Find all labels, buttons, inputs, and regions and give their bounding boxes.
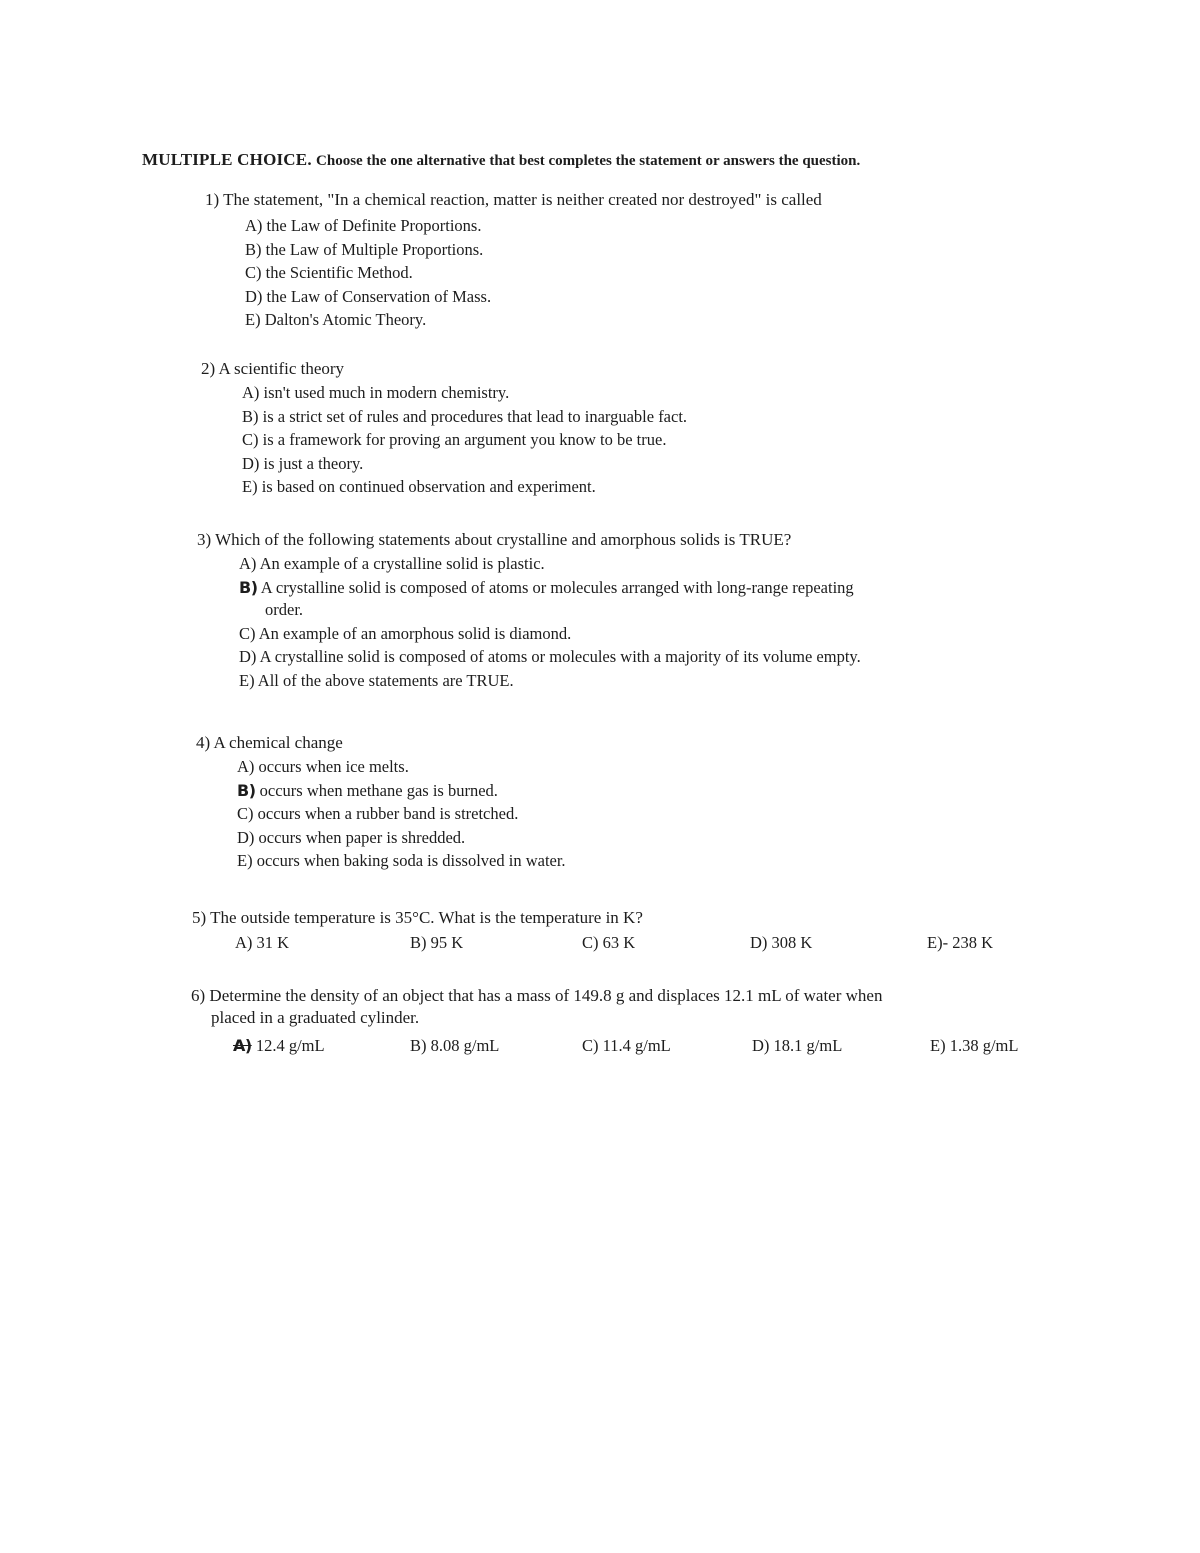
answer-options [239,552,1200,692]
option-d: D) is just a theory. [242,453,364,473]
option-e: E) is based on continued observation and experiment. [242,477,596,496]
option-a: A) occurs when ice melts. [237,757,409,776]
option-d: D) 18.1 g/mL [752,1036,843,1055]
option-b [239,576,1200,622]
question-stem: 1) The statement, "In a chemical reaction, matter is neither created nor destroyed" is called [205,190,822,209]
option-c: C) 63 K [582,933,636,952]
option-b: B) is a strict set of rules and procedures that lead to inarguable fact. [242,406,688,426]
option-e: E) occurs when baking soda is dissolved in water. [237,851,566,870]
option-e: E) 1.38 g/mL [930,1036,1019,1055]
question-4 [0,732,1200,873]
option-c: C) is a framework for proving an argument you know to be true. [242,430,667,449]
question-2 [0,358,1200,499]
question-stem: 5) The outside temperature is 35°C. What is the temperature in K? [192,908,643,927]
option-e: E) All of the above statements are TRUE. [239,670,514,690]
crossed-answer-mark: A) [233,1036,252,1055]
question-stem-line-1: 6) Determine the density of an object that has a mass of 149.8 g and displaces 12.1 mL of water when [191,986,883,1005]
option-b: B) 95 K [410,933,464,952]
question-5 [0,907,1200,955]
option-e: E) Dalton's Atomic Theory. [245,310,427,329]
answer-options [237,755,1200,873]
answer-options [242,381,1200,499]
section-title: MULTIPLE CHOICE. [142,150,312,169]
option-a-text: 12.4 g/mL [255,1036,325,1055]
section-heading [142,150,1042,170]
option-a: A) the Law of Definite Proportions. [245,216,482,235]
question-stem: 4) A chemical change [196,733,343,752]
answer-options [0,1034,1200,1058]
question-stem [191,985,1200,1029]
question-6 [0,985,1200,1058]
option-b: B) the Law of Multiple Proportions. [245,239,484,259]
question-1 [0,189,1200,332]
option-c: C) An example of an amorphous solid is diamond. [239,623,572,643]
option-a: A) 31 K [235,933,290,952]
option-d: D) A crystalline solid is composed of atoms or molecules with a majority of its volume empty. [239,647,861,666]
option-c: C) occurs when a rubber band is stretched. [237,804,519,823]
question-stem: 3) Which of the following statements about crystalline and amorphous solids is TRUE? [197,530,792,549]
option-a: A) An example of a crystalline solid is plastic. [239,554,545,573]
option-b: B) 8.08 g/mL [410,1036,500,1055]
question-3 [0,529,1200,692]
option-d: D) 308 K [750,933,813,952]
circled-answer-mark: B) [239,577,258,597]
section-instruction: Choose the one alternative that best completes the statement or answers the question. [316,153,861,169]
option-d: D) the Law of Conservation of Mass. [245,286,492,306]
option-a: A) isn't used much in modern chemistry. [242,383,510,402]
option-b-text: occurs when methane gas is burned. [259,780,498,800]
option-b-text: A crystalline solid is composed of atoms or molecules arranged with long-range repeating [260,577,854,597]
option-e: E)- 238 K [927,933,993,952]
option-c: C) 11.4 g/mL [582,1036,671,1055]
answer-options [0,931,1200,955]
option-b [237,779,1200,803]
answer-options [245,214,1200,332]
option-a [233,1034,325,1058]
question-stem: 2) A scientific theory [201,359,345,378]
option-b-continuation: order. [265,600,304,619]
question-stem-line-2: placed in a graduated cylinder. [211,1008,420,1027]
option-c: C) the Scientific Method. [245,263,413,282]
option-d: D) occurs when paper is shredded. [237,827,466,847]
circled-answer-mark: B) [237,780,256,800]
